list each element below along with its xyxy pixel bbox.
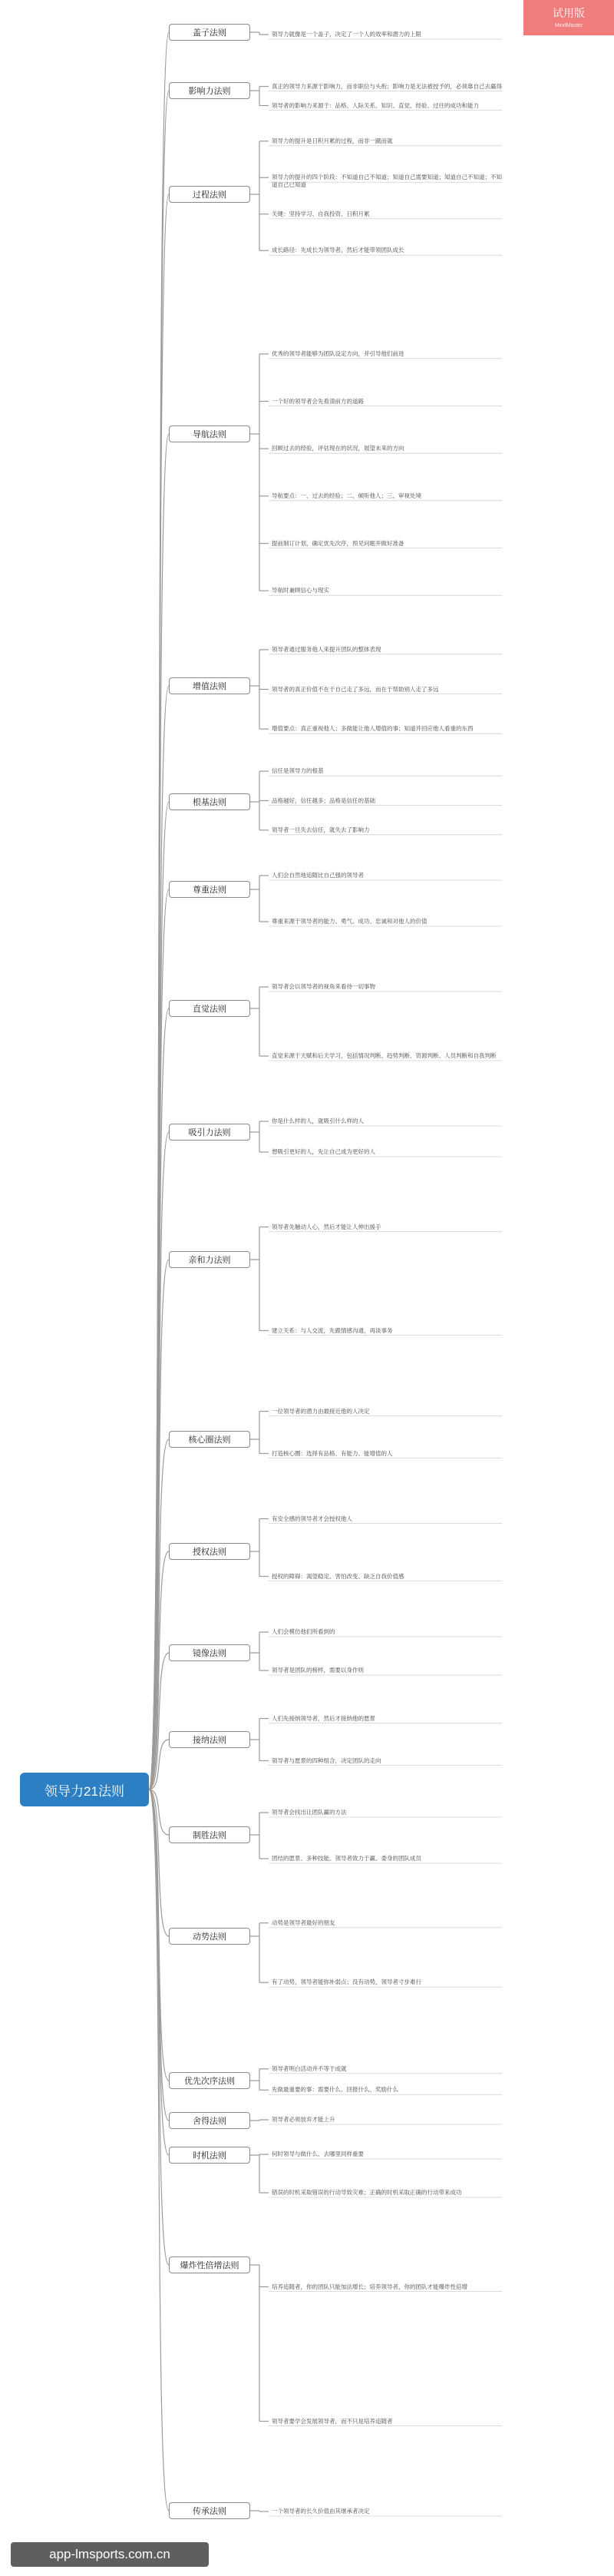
law-detail-text: 导航时兼顾信心与现实	[272, 587, 329, 594]
law-detail-text: 领导者的影响力来源于：品格、人际关系、知识、直觉、经验、过往的成功和能力	[272, 101, 479, 109]
law-detail-text: 成长路径：先成长为领导者，然后才能带领团队成长	[272, 247, 404, 254]
law-detail-text: 优秀的领导者能够为团队设定方向，并引导他们前进	[272, 349, 404, 357]
law-detail-text: 领导力的提升的四个阶段：不知道自己不知道；知道自己需要知道；知道自己不知道；不知道自己已知道	[272, 174, 502, 189]
law-detail-text: 增值要点：真正重视他人；多做能让他人增值的事；知道并回应他人看重的东西	[272, 725, 474, 733]
law-detail-text: 有安全感的领导者才会授权他人	[272, 1515, 352, 1522]
law-node[interactable]: 亲和力法则	[169, 1251, 250, 1268]
law-detail-text: 领导者一旦失去信任，就失去了影响力	[272, 826, 370, 833]
trial-badge	[523, 0, 614, 35]
law-detail-text: 领导力的提升是日积月累的过程，而非一蹴而就	[272, 137, 393, 144]
law-detail-text: 尊重来源于领导者的能力、勇气、成功、忠诚和对他人的价值	[272, 918, 427, 925]
law-detail-text: 领导力就像是一个盖子，决定了一个人的效率和潜力的上限	[272, 31, 421, 38]
law-detail-text: 领导者必须放弃才能上升	[272, 2116, 335, 2123]
law-detail-text: 打造核心圈：选择有品格、有能力、能增值的人	[272, 1449, 393, 1457]
law-detail-text: 先做最重要的事：需要什么、回报什么、奖励什么	[272, 2086, 398, 2094]
root-topic[interactable]: 领导力21法则	[20, 1773, 149, 1806]
law-detail-text: 领导者会以领导者的视角来看待一切事物	[272, 983, 375, 990]
law-node[interactable]: 制胜法则	[169, 1826, 250, 1843]
law-detail-text: 领导者的真正价值不在于自己走了多远，而在于帮助别人走了多远	[272, 685, 439, 693]
law-detail-text: 真正的领导力来源于影响力，而非职位与头衔；影响力是无法被授予的，必须靠自己去赢得	[272, 82, 502, 90]
law-detail-text: 团结的愿景、多种技能、领导者致力于赢、委身的团队成员	[272, 1855, 421, 1862]
law-detail-text: 提前制订计划，确定优先次序，预见问题并做好准备	[272, 539, 404, 547]
law-node[interactable]: 过程法则	[169, 186, 250, 203]
law-detail-text: 何时领导与做什么、去哪里同样重要	[272, 2151, 364, 2157]
law-detail-text: 回顾过去的经验，评估现在的状况，展望未来的方向	[272, 445, 404, 452]
law-detail-text: 错误的时机采取错误的行动导致灾难；正确的时机采取正确的行动带来成功	[272, 2189, 462, 2196]
law-node[interactable]: 根基法则	[169, 793, 250, 810]
law-detail-text: 品格越好，信任越多；品格是信任的基础	[272, 796, 375, 804]
trial-badge-label: 试用版	[553, 7, 585, 19]
law-detail-text: 一个好的领导者会先看清前方的道路	[272, 397, 364, 405]
law-detail-text: 信任是领导力的根基	[272, 767, 324, 775]
law-detail-text: 你是什么样的人，就吸引什么样的人	[272, 1117, 364, 1124]
law-node[interactable]: 授权法则	[169, 1543, 250, 1560]
law-detail-text: 建立关系：与人交流，先跟情感沟通，再谈事务	[272, 1326, 393, 1334]
law-detail-text: 直觉来源于天赋和后天学习，包括情况判断、趋势判断、资源判断、人员判断和自我判断	[272, 1052, 497, 1059]
law-node[interactable]: 优先次序法则	[169, 2072, 250, 2089]
law-detail-text: 培养追随者，你的团队只能加法增长；培养领导者，你的团队才能爆炸性倍增	[272, 2283, 467, 2290]
law-node[interactable]: 接纳法则	[169, 1731, 250, 1748]
law-detail-text: 导航要点：一、过去的经验；二、倾听他人；三、审视处境	[272, 492, 421, 499]
law-detail-text: 一个领导者的长久价值由其继承者决定	[272, 2508, 370, 2515]
law-node[interactable]: 舍得法则	[169, 2112, 250, 2129]
law-detail-text: 一位领导者的潜力由最接近他的人决定	[272, 1407, 370, 1415]
law-detail-text: 关键：坚持学习、自我投资、日积月累	[272, 210, 370, 217]
law-detail-text: 领导者与愿景的四种组合，决定团队的走向	[272, 1757, 381, 1764]
law-detail-text: 领导者是团队的榜样，需要以身作则	[272, 1667, 364, 1674]
law-node[interactable]: 传承法则	[169, 2502, 250, 2519]
law-detail-text: 领导者会找出让团队赢的方法	[272, 1809, 347, 1816]
law-node[interactable]: 核心圈法则	[169, 1431, 250, 1448]
law-detail-text: 领导者要学会发展领导者，而不只是培养追随者	[272, 2417, 393, 2425]
law-detail-text: 想吸引更好的人，先让自己成为更好的人	[272, 1148, 375, 1155]
law-node[interactable]: 动势法则	[169, 1928, 250, 1945]
law-detail-text: 人们会模仿他们所看到的	[272, 1628, 335, 1635]
law-node[interactable]: 盖子法则	[169, 24, 250, 41]
law-node[interactable]: 吸引力法则	[169, 1124, 250, 1141]
law-node[interactable]: 镜像法则	[169, 1644, 250, 1661]
law-node[interactable]: 直觉法则	[169, 1000, 250, 1017]
law-detail-text: 领导者先触动人心，然后才能让人伸出援手	[272, 1223, 381, 1230]
law-detail-text: 动势是领导者最好的朋友	[272, 1919, 335, 1926]
law-node[interactable]: 导航法则	[169, 425, 250, 442]
law-detail-text: 人们先接纳领导者，然后才接纳他的愿景	[272, 1714, 375, 1722]
law-detail-text: 领导者明白活动并不等于成就	[272, 2064, 347, 2072]
watermark: app-lmsports.com.cn	[11, 2542, 209, 2567]
law-node[interactable]: 尊重法则	[169, 881, 250, 898]
law-detail-text: 人们会自然地追随比自己强的领导者	[272, 872, 364, 879]
law-detail-text: 授权的障碍：渴望稳定、害怕改变、缺乏自我价值感	[272, 1572, 404, 1580]
law-node[interactable]: 时机法则	[169, 2147, 250, 2164]
law-detail-text: 领导者通过服务他人来提升团队的整体表现	[272, 645, 381, 653]
law-detail-text: 有了动势，领导者能弥补弱点；没有动势，领导者寸步难行	[272, 1978, 421, 1986]
law-node[interactable]: 增值法则	[169, 677, 250, 694]
law-node[interactable]: 爆炸性倍增法则	[169, 2256, 250, 2273]
trial-badge-sublabel: MindMaster	[554, 23, 583, 28]
law-node[interactable]: 影响力法则	[169, 82, 250, 99]
